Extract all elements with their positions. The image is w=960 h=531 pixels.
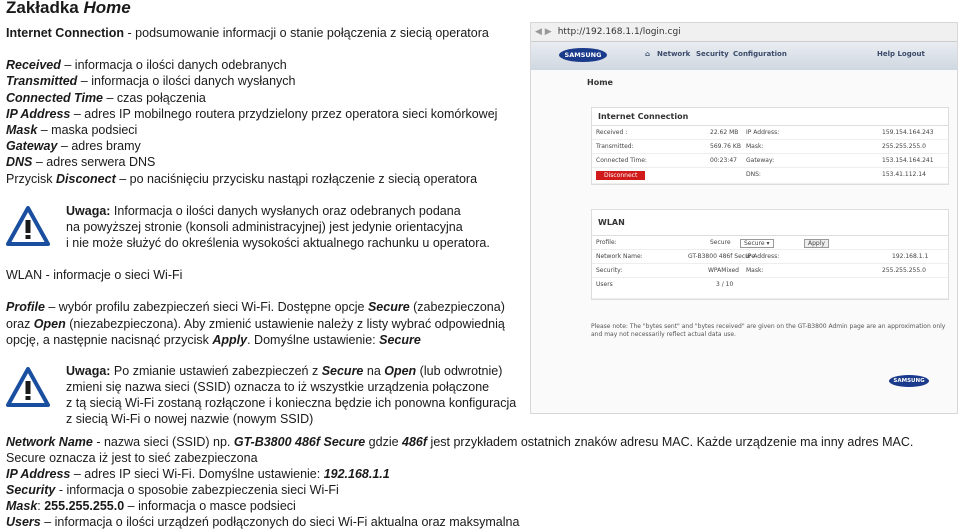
address-bar[interactable]: ◀ ▶ http://192.168.1.1/login.cgi <box>531 23 957 42</box>
menu-security[interactable]: Security <box>696 50 729 58</box>
ic-row: Transmitted: 569.76 KB Mask: 255.255.255.0 <box>592 140 948 154</box>
samsung-logo: SAMSUNG <box>559 48 607 62</box>
def-received: Received – informacja o ilości danych odebranych <box>6 58 287 72</box>
profile-line-1: Profile – wybór profilu zabezpieczeń sieci Wi-Fi. Dostępne opcje Secure (zabezpieczona) <box>6 300 505 314</box>
warning-1-text: Uwaga: Informacja o ilości danych wysłanych oraz odebranych podana na powyższej stronie (konsoli administracyjnej) jest jedynie orientacyjna i nie może służyć do określenia wysokości aktualnego rachunku u operatora. <box>66 204 490 250</box>
menu-network[interactable]: Network <box>657 50 691 58</box>
wlan-heading: WLAN - informacje o sieci Wi-Fi <box>6 268 183 282</box>
menu-configuration[interactable]: Configuration <box>733 50 787 58</box>
ic-row: Connected Time: 00:23:47 Gateway: 153.154.164.241 <box>592 154 948 168</box>
def-ip-address: IP Address – adres IP mobilnego routera przydzielony przez operatora sieci komórkowej <box>6 107 498 121</box>
ic-row: Disconnect DNS: 153.41.112.14 <box>592 168 948 184</box>
ip-line: IP Address – adres IP sieci Wi-Fi. Domyślne ustawienie: 192.168.1.1 <box>6 467 390 481</box>
home-label: Home <box>587 78 613 87</box>
def-dns: DNS – adres serwera DNS <box>6 155 156 169</box>
apply-button[interactable]: Apply <box>804 239 829 248</box>
mask-line: Mask: 255.255.255.0 – informacja o masce podsieci <box>6 499 296 513</box>
wlan-row: Security: WPAMixed Mask: 255.255.255.0 <box>592 264 948 278</box>
profile-line-2: oraz Open (niezabezpieczona). Aby zmienić ustawienie należy z listy wybrać odpowiednią <box>6 317 505 331</box>
disconnect-button[interactable]: Disconnect <box>596 171 645 180</box>
def-mask: Mask – maska podsieci <box>6 123 138 137</box>
def-connected-time: Connected Time – czas połączenia <box>6 91 206 105</box>
ic-title: Internet Connection <box>592 108 948 126</box>
warning-icon <box>6 367 50 407</box>
users-line: Users – informacja o ilości urządzeń podłączonych do sieci Wi-Fi aktualna oraz maksymalna <box>6 515 520 529</box>
wlan-panel <box>591 209 949 300</box>
def-disconnect: Przycisk Disconect – po naciśnięciu przycisku nastąpi rozłączenie z siecią operatora <box>6 172 478 186</box>
intro-line: Internet Connection - podsumowanie informacji o stanie połączenia z siecią operatora <box>6 26 489 40</box>
browser-nav-icon[interactable]: ◀ ▶ <box>535 27 552 37</box>
warning-2-text: Uwaga: Po zmianie ustawień zabezpieczeń z Secure na Open (lub odwrotnie) zmieni się nazwa sieci (SSID) oznacza to iż wszystkie urządzenia połączone z tą siecią Wi-Fi zostaną rozłączone i konieczna będzie ich ponowna konfiguracja z siecią Wi-Fi o nowej nazwie (nowym SSID) <box>66 364 517 426</box>
wlan-row: Users 3 / 10 <box>592 278 948 299</box>
wlan-title: WLAN <box>592 210 948 236</box>
secure-note: Secure oznacza iż jest to sieć zabezpieczona <box>6 451 258 465</box>
profile-line-3: opcję, a następnie nacisnąć przycisk Apply. Domyślne ustawienie: Secure <box>6 333 421 347</box>
home-nav-icon[interactable]: ⌂ <box>645 50 651 58</box>
warning-icon <box>6 206 50 246</box>
help-logout[interactable]: Help Logout <box>877 50 925 58</box>
def-gateway: Gateway – adres bramy <box>6 139 141 153</box>
router-admin-screenshot <box>530 22 958 414</box>
page-title: Zakładka Home <box>6 0 131 17</box>
network-name-line: Network Name - nazwa sieci (SSID) np. GT-B3800 486f Secure gdzie 486f jest przykładem ostatnich znaków adresu MAC. Każde urządzenie ma inny adres MAC. <box>6 435 914 449</box>
profile-select[interactable]: Secure ▾ <box>740 239 774 248</box>
security-line: Security - informacja o sposobie zabezpieczenia sieci Wi-Fi <box>6 483 339 497</box>
samsung-logo-footer: SAMSUNG <box>889 375 929 387</box>
notice-text: Please note: The "bytes sent" and "bytes received" are given on the GT-B3800 Admin page are an approximation only and may not necessarily reflect actual data use. <box>591 323 946 338</box>
internet-connection-panel <box>591 107 949 185</box>
ic-row: Received : 22.62 MB IP Address: 159.154.164.243 <box>592 126 948 140</box>
top-navigation <box>531 42 957 70</box>
wlan-row: Profile: Secure Secure ▾ Apply <box>592 236 948 250</box>
wlan-row: Network Name: GT-B3800 486f Secure IP Address: 192.168.1.1 <box>592 250 948 264</box>
def-transmitted: Transmitted – informacja o ilości danych wysłanych <box>6 74 296 88</box>
